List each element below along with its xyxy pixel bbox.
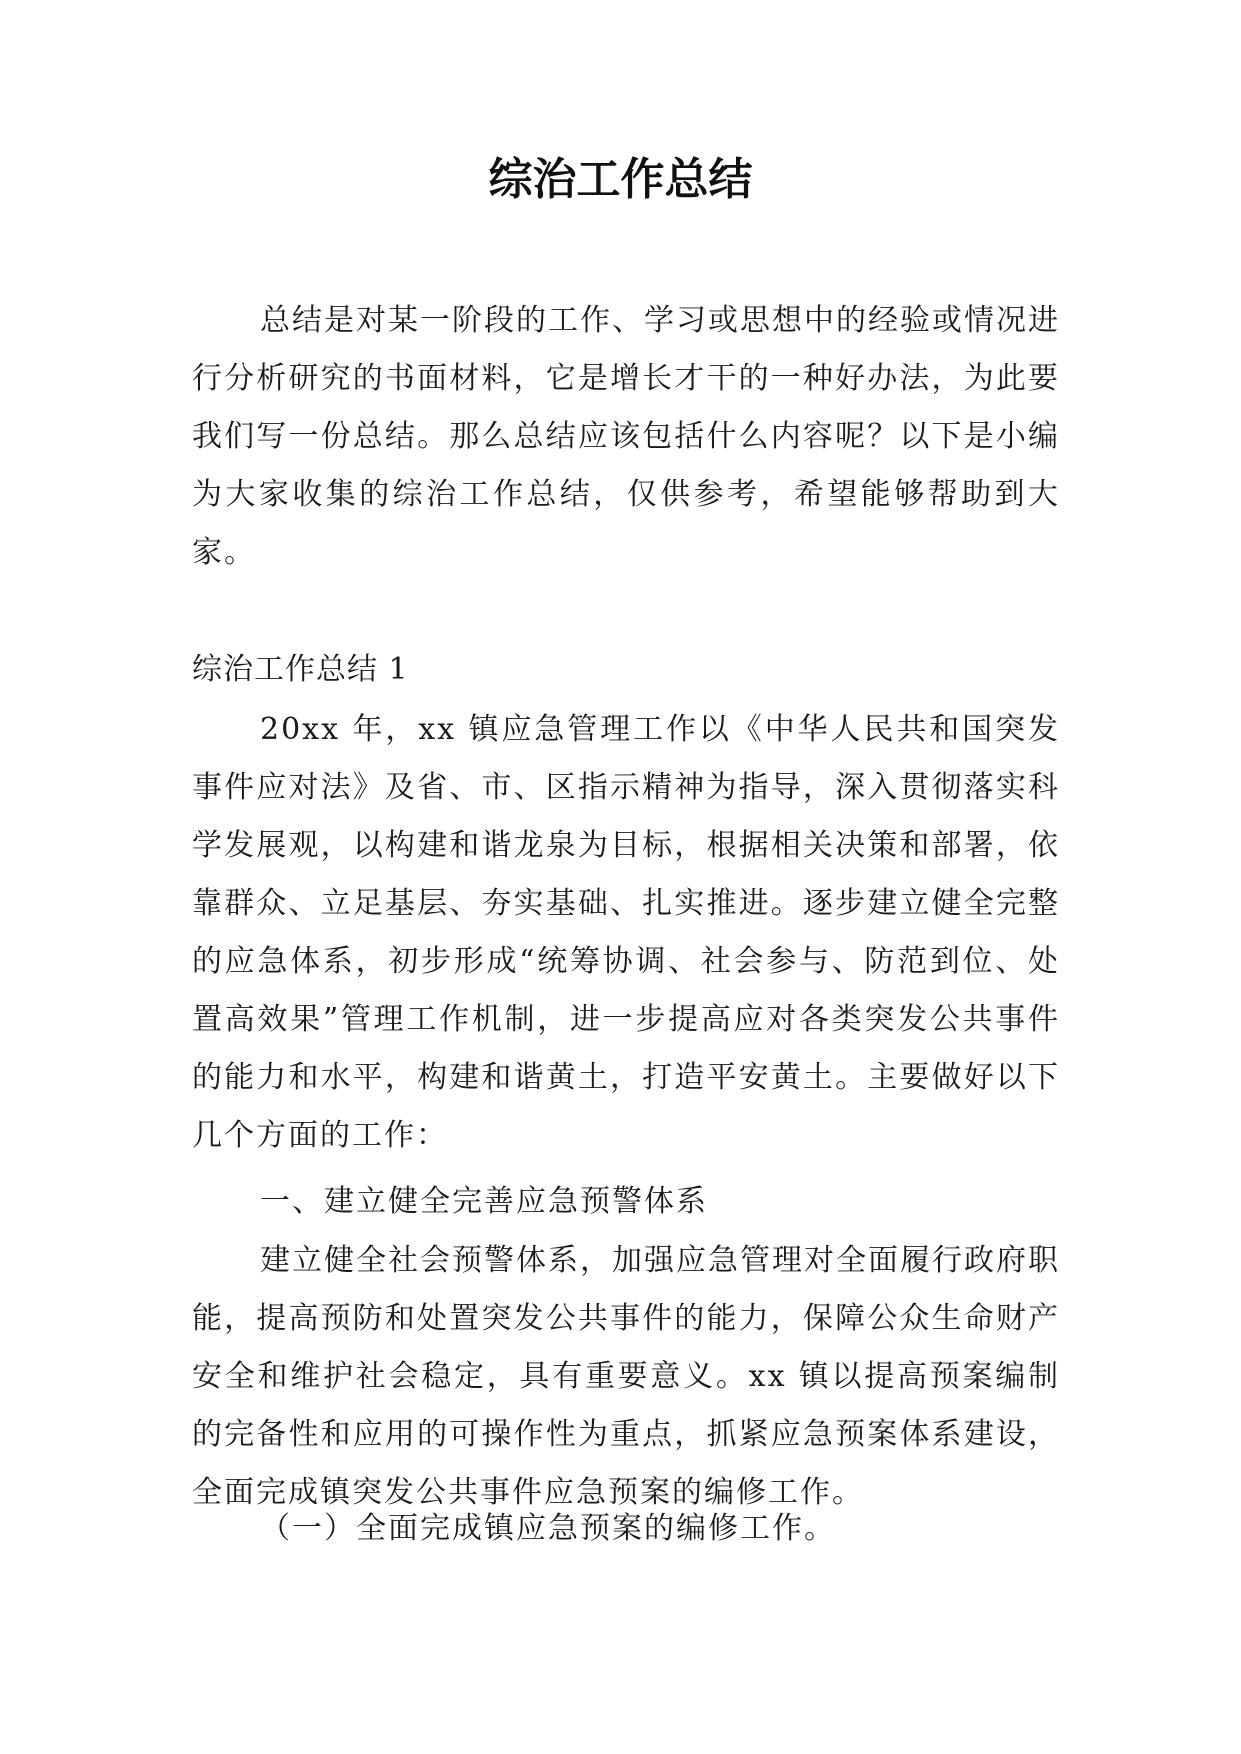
body-paragraph-2: 建立健全社会预警体系，加强应急管理对全面履行政府职能，提高预防和处置突发公共事件的能力，保障公众生命财产安全和维护社会稳定，具有重要意义。xx 镇以提高预案编制的完备性和应用的可操作性为重点，抓紧应急预案体系建设，全面完成镇突发公共事件应急预案的编修工作。 bbox=[192, 1243, 1060, 1510]
intro-paragraph: 总结是对某一阶段的工作、学习或思想中的经验或情况进行分析研究的书面材料，它是增长才干的一种好办法，为此要我们写一份总结。那么总结应该包括什么内容呢？以下是小编为大家收集的综治工作总结，仅供参考，希望能够帮助到大家。 bbox=[192, 303, 1060, 570]
sub-heading-1: 一、建立健全完善应急预警体系 bbox=[260, 1184, 708, 1219]
sub-sub-heading-1: （一）全面完成镇应急预案的编修工作。 bbox=[260, 1511, 836, 1546]
body-paragraph-1: 20xx 年，xx 镇应急管理工作以《中华人民共和国突发事件应对法》及省、市、区指示精神为指导，深入贯彻落实科学发展观，以构建和谐龙泉为目标，根据相关决策和部署，依靠群众、立足基层、夯实基础、扎实推进。逐步建立健全完整的应急体系，初步形成“统筹协调、社会参与、防范到位、处置高效果”管理工作机制，进一步提高应对各类突发公共事件的能力和水平，构建和谐黄土，打造平安黄土。主要做好以下几个方面的工作： bbox=[192, 712, 1060, 1153]
document-title: 综治工作总结 bbox=[488, 154, 753, 205]
section-heading: 综治工作总结 1 bbox=[192, 652, 409, 687]
